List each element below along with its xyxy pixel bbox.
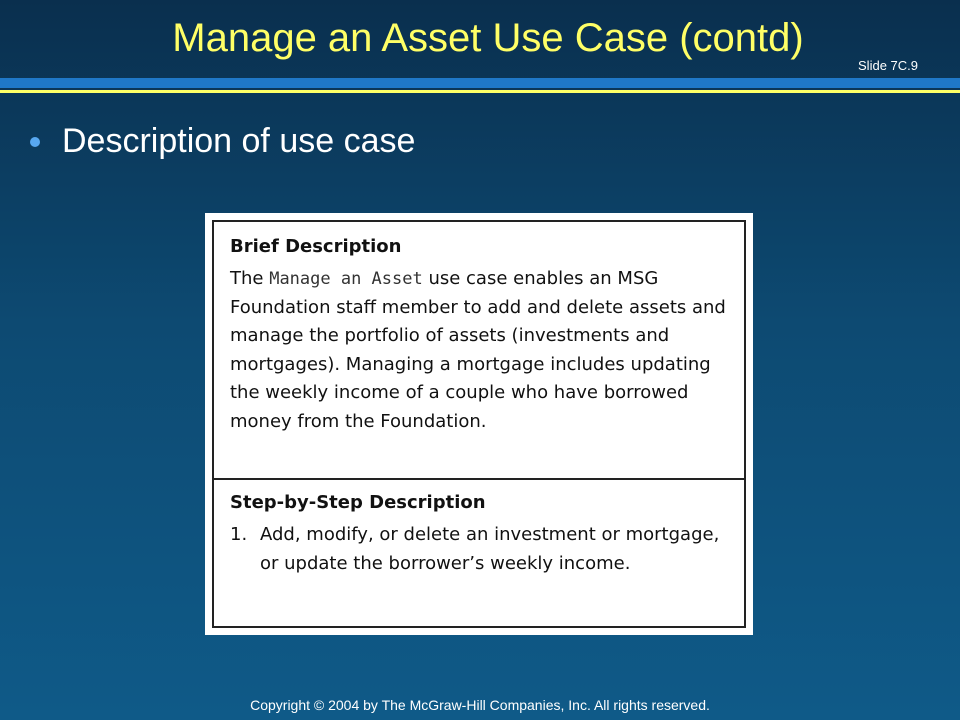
header-rule-yellow	[0, 90, 960, 93]
brief-description-section	[214, 222, 744, 480]
step-description-section	[214, 480, 744, 578]
brief-body: use case enables an MSG Foundation staff member to add and delete assets and manage the portfolio of assets (investments and mortgages). Managing a mortgage includes updating the weekly income of a couple who have borrowed money from the Foundation.	[230, 268, 726, 432]
brief-prefix: The	[230, 268, 270, 289]
bullet-text: Description of use case	[62, 122, 416, 160]
copyright-footer: Copyright © 2004 by The McGraw-Hill Companies, Inc. All rights reserved.	[250, 697, 710, 713]
slide-number: Slide 7C.9	[858, 58, 918, 73]
use-case-figure	[205, 213, 753, 635]
step-description-heading: Step-by-Step Description	[230, 492, 486, 513]
use-case-table	[212, 220, 746, 628]
header-rule-blue	[0, 78, 960, 88]
step-number: 1.	[230, 524, 248, 545]
brief-description-heading: Brief Description	[230, 236, 402, 257]
use-case-name-code: Manage an Asset	[269, 269, 423, 289]
step-item	[230, 521, 732, 578]
slide-title: Manage an Asset Use Case (contd)	[172, 16, 804, 60]
step-text: Add, modify, or delete an investment or mortgage, or update the borrower’s weekly income.	[260, 524, 720, 574]
bullet-dot-icon	[30, 137, 40, 147]
brief-description-text	[230, 265, 732, 436]
